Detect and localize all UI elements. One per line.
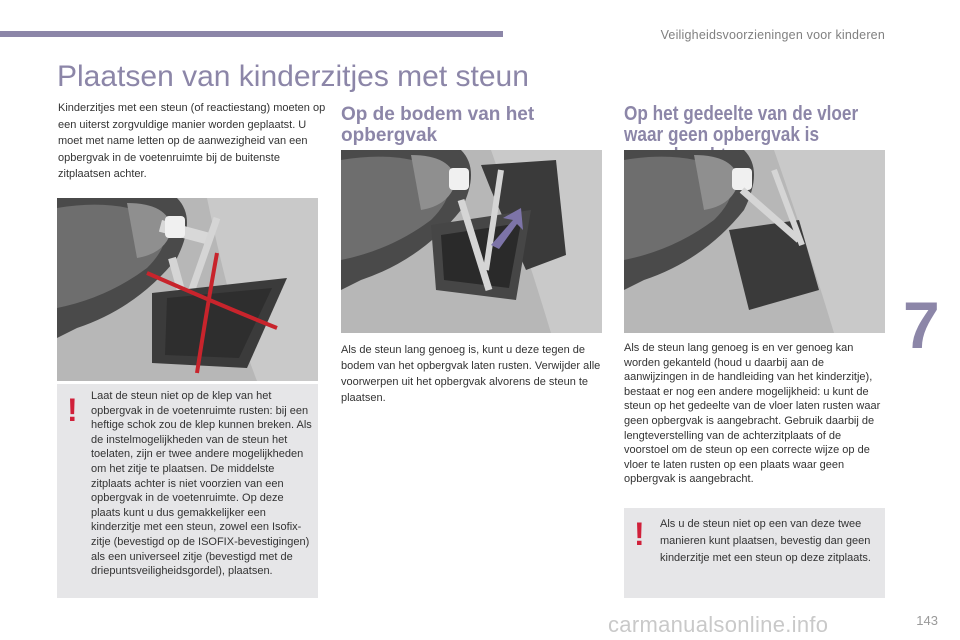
figure-support-on-floor — [624, 150, 885, 333]
warning-box-no-placement — [624, 508, 885, 598]
heading-floor-without-compartment: Op het gedeelte van de vloer waar geen opbergvak is — [624, 103, 859, 146]
page-title: Plaatsen van kinderzitjes met steun — [57, 60, 529, 93]
right-body-text: Als de steun lang genoeg is en ver genoeg kan worden gekanteld (houd u daarbij aan de aanwijzingen in de handleiding van het kinderzitje), bestaat er nog een andere mogelijkheid: u kunt de steun op het gedeelte van de vloer laten rusten waar geen opbergvak is aangebracht. Gebruik daarbij de lengteverstelling van de achterzitplaats of de voorstoel om de steun op een correcte wijze op de vloer te laten rusten op een plaats waar geen opbergvak is aangebracht. — [624, 342, 881, 486]
intro-paragraph: Kinderzitjes met een steun (of reactiestang) moeten op een uiterst zorgvuldige manier worden geplaatst. U moet met name letten op de aanwezigheid van een opbergvak in de voetenruimte bij de buitenste zitplaatsen achter. — [58, 102, 326, 180]
page-number: 143 — [916, 613, 938, 628]
header-accent-bar — [0, 31, 503, 37]
figure-support-in-compartment — [341, 150, 602, 333]
warning-text-no-placement: Als u de steun niet op een van deze twee manieren kunt plaatsen, bevestig dan geen kinderzitje met een steun op deze zitplaats. — [660, 518, 871, 564]
watermark: carmanualsonline.info — [608, 612, 829, 637]
chapter-number: 7 — [903, 288, 940, 362]
middle-body-text: Als de steun lang genoeg is, kunt u deze tegen de bodem van het opbergvak laten rusten. Verwijder alle voorwerpen uit het opbergvak alvorens de steun te plaatsen. — [341, 344, 601, 404]
warning-text-lid: Laat de steun niet op de klep van het opbergvak in de voetenruimte rusten: bij een heftige schok zou de klep kunnen breken. Als de instelmogelijkheden van de steun het toelaten, zijn er twee andere mogelijkheden om het zitje te plaatsen. De middelste zitplaats achter is niet voorzien van een opbergvak in de voetenruimte. Op deze plaats kunt u dus gemakkelijker een kinderzitje met een steun, zowel een Isofix-zitje (bevestigd op de ISOFIX-bevestigingen) als een universeel zitje (bevestigd met de driepuntsveiligheidsgordel), plaatsen. — [91, 390, 312, 578]
warning-exclamation-icon-right: ! — [634, 516, 645, 552]
section-title: Veiligheidsvoorzieningen voor kinderen — [660, 28, 885, 42]
heading-bottom-of-compartment: Op de bodem van het opbergvak — [341, 104, 535, 146]
figure-support-on-lid-crossed — [57, 198, 318, 381]
warning-exclamation-icon: ! — [67, 392, 78, 428]
warning-box-lid — [57, 384, 318, 598]
